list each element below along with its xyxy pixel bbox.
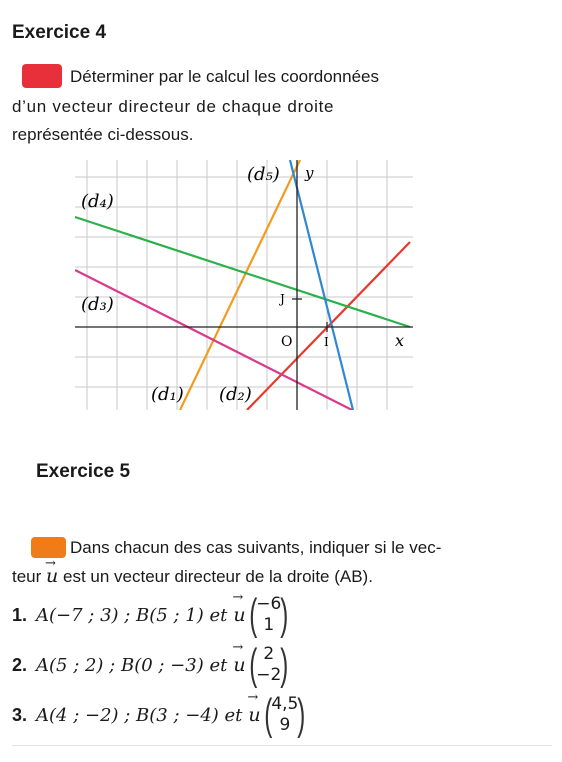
line-d1-label: (d₁): [151, 384, 184, 405]
line-d5-label: (d₅): [247, 164, 280, 185]
y-axis-label: y: [305, 164, 314, 182]
unit-i-label: I: [324, 335, 329, 349]
axes: [75, 160, 413, 410]
case-3-vector: → u ( 4,5 9 ): [248, 693, 309, 737]
exercise-4-title: Exercice 4: [12, 22, 107, 43]
case-1-points: A(−7 ; 3) ; B(5 ; 1) et: [36, 604, 228, 626]
case-2-vector: → u ( 2 −2 ): [233, 643, 292, 687]
case-3: [12, 690, 309, 739]
case-3-number: 3.: [12, 704, 28, 725]
exercise-5-line-2: [12, 564, 373, 589]
grid: [75, 160, 413, 410]
bottom-divider: [12, 745, 552, 746]
case-1: [12, 590, 292, 639]
line-d2-label: (d₂): [219, 384, 252, 405]
exercise-4-line-3: représentée ci-dessous.: [12, 125, 194, 144]
case-3-vector-x: 4,5: [271, 694, 299, 714]
unit-j-label: J: [280, 292, 285, 306]
case-1-vector-y: 1: [263, 615, 275, 635]
exercise-5-line-2-start: teur: [12, 567, 42, 586]
exercise-4-line-2: d’un vecteur directeur de chaque droite: [12, 97, 335, 116]
origin-label: O: [281, 334, 293, 350]
exercise-5-line-2-end: est un vecteur directeur de la droite (AB).: [63, 567, 373, 586]
case-3-vector-y: 9: [279, 715, 291, 735]
case-1-vector: → u ( −6 1 ): [233, 593, 292, 637]
vector-u-symbol: → u: [233, 654, 245, 676]
exercise-5-line-1: Dans chacun des cas suivants, indiquer si le vec-: [70, 538, 442, 557]
case-2-points: A(5 ; 2) ; B(0 ; −3) et: [36, 654, 228, 676]
vector-u-symbol: → u: [46, 565, 58, 587]
case-2-number: 2.: [12, 654, 28, 675]
case-1-number: 1.: [12, 604, 28, 625]
case-3-points: A(4 ; −2) ; B(3 ; −4) et: [36, 704, 243, 726]
line-d4: [75, 217, 410, 327]
exercise-5-title: Exercice 5: [36, 461, 131, 482]
vector-u-symbol: → u: [248, 704, 260, 726]
case-2-vector-y: −2: [256, 665, 282, 685]
case-1-vector-x: −6: [256, 594, 282, 614]
case-2: [12, 640, 292, 689]
line-d5: [290, 160, 353, 410]
difficulty-badge-red: [22, 64, 62, 88]
lines-graph: [75, 160, 413, 410]
vector-u-symbol: → u: [233, 604, 245, 626]
exercise-4-line-1: Déterminer par le calcul les coordonnées: [70, 67, 379, 86]
case-2-vector-x: 2: [263, 644, 275, 664]
line-d4-label: (d₄): [81, 191, 114, 212]
x-axis-label: x: [395, 331, 405, 350]
line-d3-label: (d₃): [81, 294, 114, 315]
